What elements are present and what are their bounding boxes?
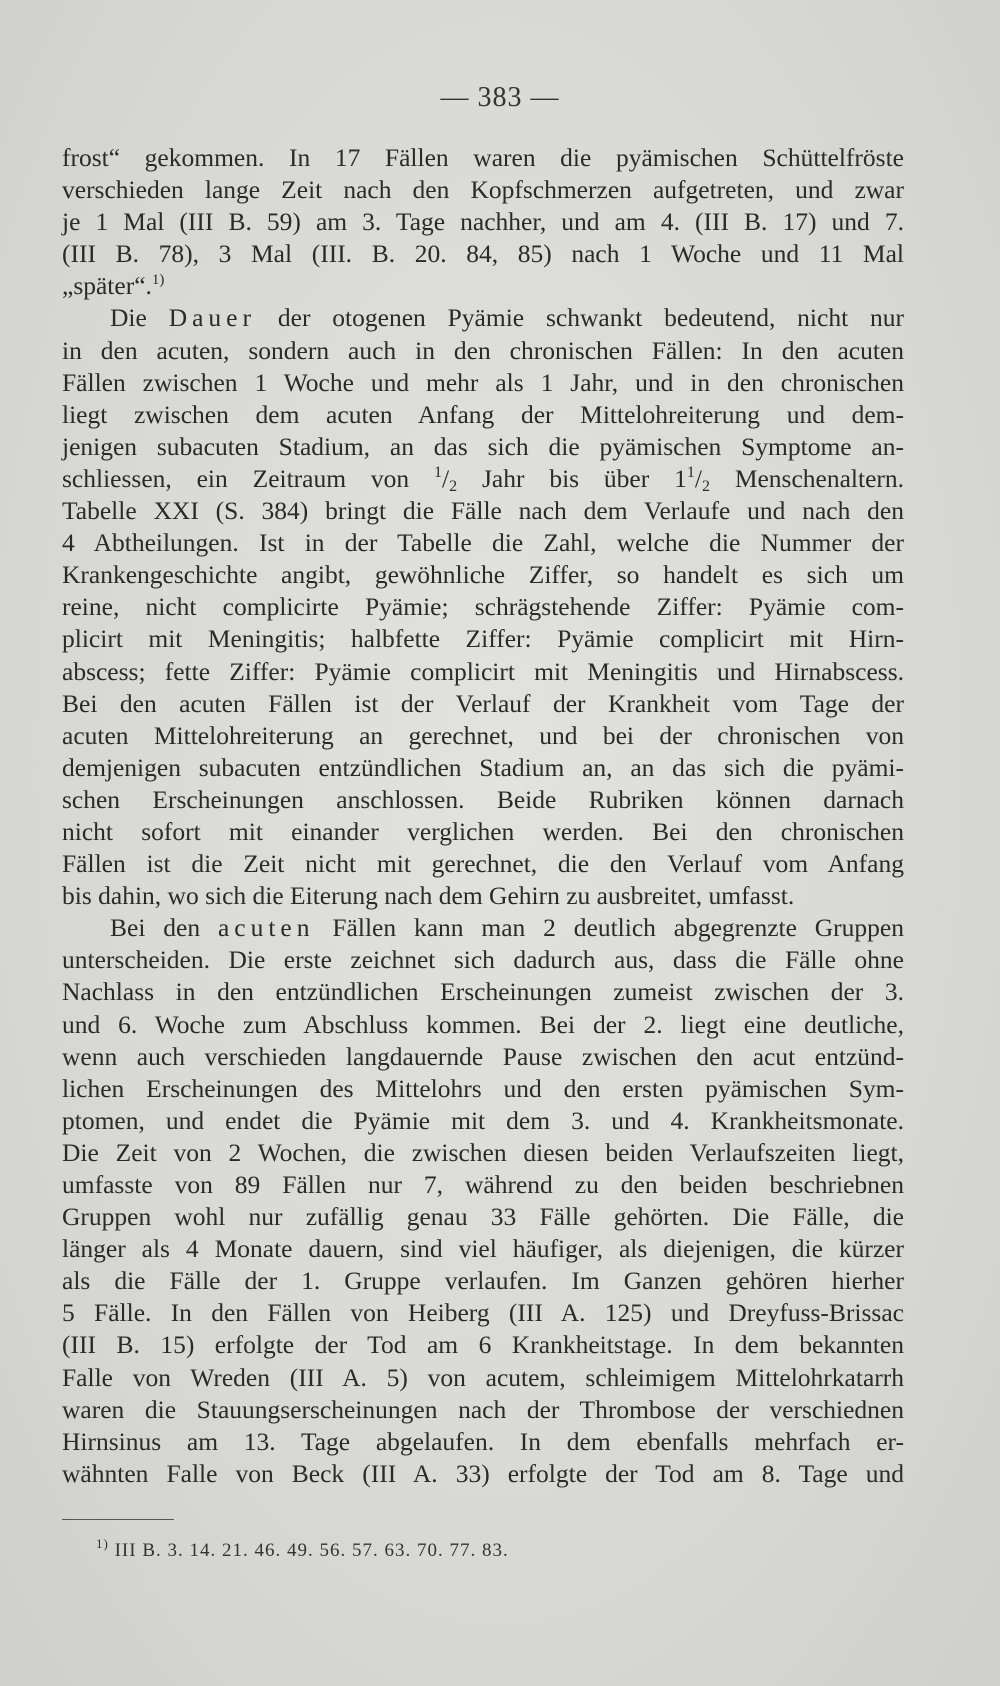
text-line: umfasste von 89 Fällen nur 7, während zu den beiden beschriebnen [62,1170,904,1199]
text-line: unterscheiden. Die erste zeichnet sich dadurch aus, dass die Fälle ohne [62,945,904,975]
text-line: nicht sofort mit einander verglichen werden. Bei den chronischen [62,816,904,846]
text-line: Gruppen wohl nur zufällig genau 33 Fälle gehörten. Die Fälle, die [62,1202,904,1232]
text-line: 5 Fälle. In den Fällen von Heiberg (III A. 125) und Dreyfuss-Brissac [62,1298,904,1328]
text-line: Krankengeschichte angibt, gewöhnliche Ziffer, so handelt es sich um [62,560,904,590]
fraction-denominator: 2 [449,477,458,495]
text-line: wenn auch verschieden langdauernde Pause zwischen den acut entzünd- [62,1041,904,1071]
text-line: waren die Stauungserscheinungen nach der Thrombose der verschiednen [62,1394,904,1424]
text-span: Die [110,303,147,333]
text-line: Bei den acuten Fällen ist der Verlauf der Krankheit vom Tage der [62,688,904,718]
text-span: der otogenen Pyämie schwankt bedeutend, nicht nur [277,303,905,333]
text-line: länger als 4 Monate dauern, sind viel häufiger, als diejenigen, die kürzer [62,1234,904,1264]
body-text [62,142,904,1490]
text-line: lichen Erscheinungen des Mittelohrs und den ersten pyämischen Sym- [62,1073,904,1103]
text-span: „später“. [62,271,152,301]
text-line: verschieden lange Zeit nach den Kopfschmerzen aufgetreten, und zwar [62,175,904,205]
fraction-half: $^1/_2$ [686,463,710,495]
text-line: abscess; fette Ziffer: Pyämie complicirt mit Meningitis und Hirnabscess. [62,656,904,686]
text-line: Tabelle XXI (S. 384) bringt die Fälle nach dem Verlaufe und nach den [62,496,904,526]
text-line: plicirt mit Meningitis; halbfette Ziffer: Pyämie complicirt mit Hirn- [62,624,904,654]
text-line: Falle von Wreden (III A. 5) von acutem, schleimigem Mittelohrkatarrh [62,1362,904,1392]
footnote-text: III B. 3. 14. 21. 46. 49. 56. 57. 63. 70. 77. 83. [114,1540,509,1561]
footnote-ref [152,272,165,288]
text-span: Menschenaltern. [734,463,905,493]
text-line: Nachlass in den entzündlichen Erscheinungen zumeist zwischen der 3. [62,977,904,1007]
text-line: frost“ gekommen. In 17 Fällen waren die pyämischen Schüttelfröste [62,143,904,172]
text-line [62,270,904,302]
fraction-numerator: 1 [434,463,443,481]
footnote-ref-number: 1 [151,272,160,289]
text-line: acuten Mittelohreiterung an gerechnet, und bei der chronischen von [62,720,904,750]
text-line: ptomen, und endet die Pyämie mit dem 3. und 4. Krankheitsmonate. [62,1105,904,1135]
footnote-marker-number: 1 [96,1536,104,1551]
text-line: Fällen zwischen 1 Woche und mehr als 1 Jahr, und in den chronischen [62,367,904,397]
fraction-half: $^1/_2$ [434,463,458,495]
text-line: je 1 Mal (III B. 59) am 3. Tage nachher, und am 4. (III B. 17) und 7. [62,207,904,237]
text-line [62,912,904,944]
fraction-denominator: 2 [701,477,710,495]
text-line: und 6. Woche zum Abschluss kommen. Bei der 2. liegt eine deutliche, [62,1009,904,1039]
text-line: wähnten Falle von Beck (III A. 33) erfolgte der Tod am 8. Tage und [62,1458,904,1488]
footnote-marker-paren: ) [103,1536,109,1551]
text-line [62,463,904,495]
text-line: (III B. 15) erfolgte der Tod am 6 Krankheitstage. In dem bekannten [62,1330,904,1360]
page-number: — 383 — [440,82,560,113]
text-line: liegt zwischen dem acuten Anfang der Mittelohreiterung und dem- [62,399,904,429]
text-line: schen Erscheinungen anschlossen. Beide Rubriken können darnach [62,784,904,814]
text-line: (III B. 78), 3 Mal (III. B. 20. 84, 85) nach 1 Woche und 11 Mal [62,239,904,269]
spaced-word: Dauer [168,303,256,333]
spaced-word: acuten [217,913,315,943]
footnote-ref-paren: ) [159,272,165,289]
text-line: Fällen ist die Zeit nicht mit gerechnet, die den Verlauf vom Anfang [62,849,904,879]
text-line: demjenigen subacuten entzündlichen Stadium an, an das sich die pyämi- [62,752,904,782]
text-span: Fällen kann man 2 deutlich abgegrenzte Gruppen [332,913,904,943]
text-span: schliessen, ein Zeitraum von [62,463,410,493]
fraction-numerator: 1 [686,463,695,481]
text-line: Die Zeit von 2 Wochen, die zwischen diesen beiden Verlaufszeiten liegt, [62,1137,904,1167]
text-line: bis dahin, wo sich die Eiterung nach dem Gehirn zu ausbreitet, umfasst. [62,881,795,911]
text-line [62,302,904,334]
text-line: in den acuten, sondern auch in den chronischen Fällen: In den acuten [62,335,904,365]
text-line: reine, nicht complicirte Pyämie; schrägstehende Ziffer: Pyämie com- [62,592,904,622]
footnote [96,1536,509,1562]
whole-number: 1 [674,463,687,493]
footnote-rule [62,1519,174,1520]
text-line: als die Fälle der 1. Gruppe verlaufen. Im Ganzen gehören hierher [62,1266,904,1296]
text-span: Bei den [110,913,201,943]
footnote-marker [96,1536,109,1551]
text-line: Hirnsinus am 13. Tage abgelaufen. In dem ebenfalls mehrfach er- [62,1426,904,1456]
text-line: 4 Abtheilungen. Ist in der Tabelle die Zahl, welche die Nummer der [62,528,904,558]
text-line: jenigen subacuten Stadium, an das sich die pyämischen Symptome an- [62,431,904,461]
text-span: Jahr bis über [482,463,650,493]
